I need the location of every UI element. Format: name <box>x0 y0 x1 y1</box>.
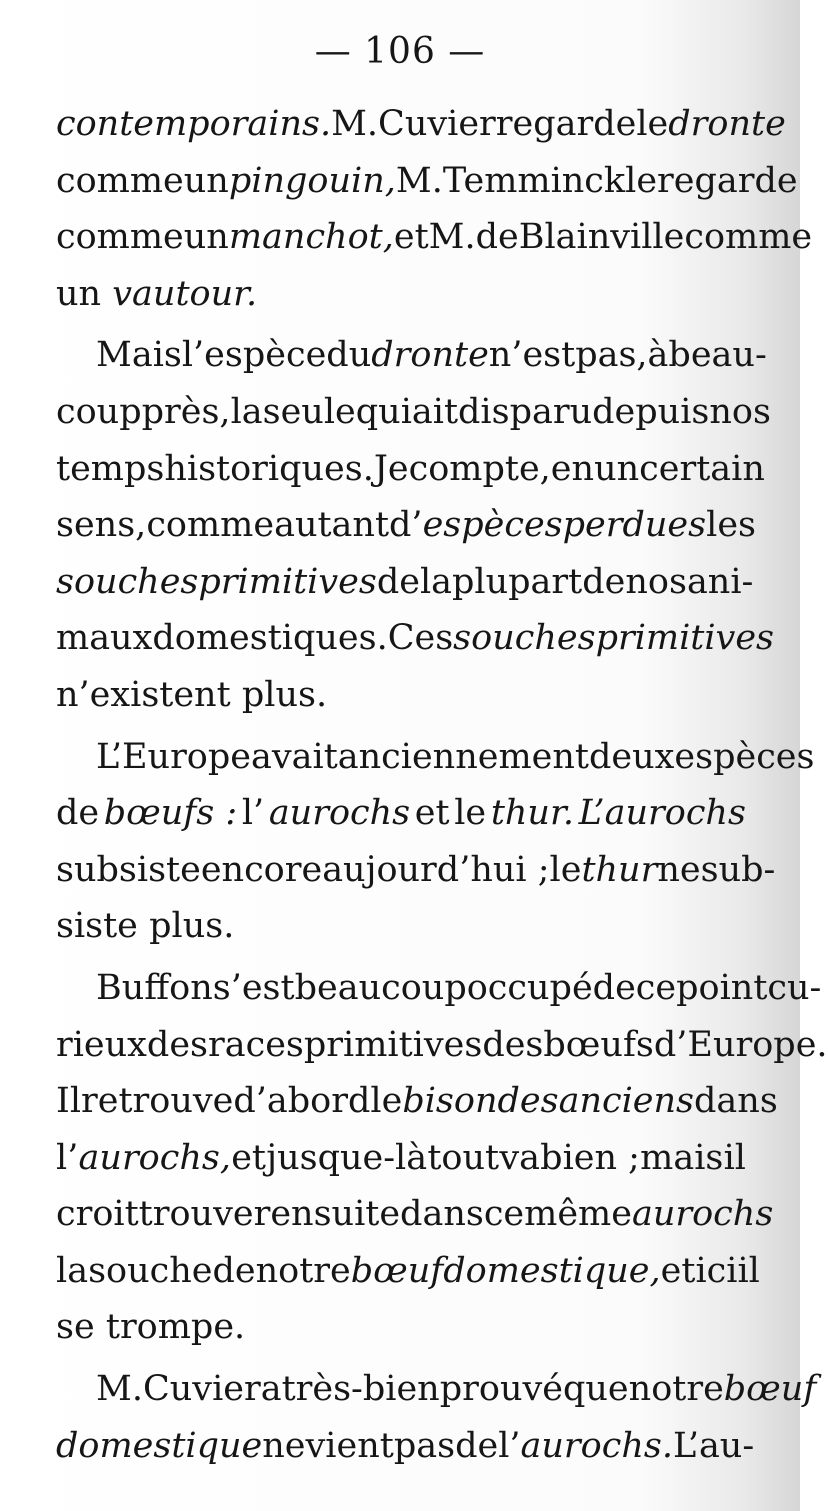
word: la <box>419 561 453 602</box>
word: Cuvier <box>378 104 496 144</box>
word: l’espèce <box>181 335 327 376</box>
word: thur. <box>490 793 574 834</box>
word: contemporains. <box>56 104 332 144</box>
text-line <box>56 1299 746 1356</box>
text-line <box>56 554 754 611</box>
text-line <box>56 1418 755 1475</box>
word: très-bien <box>281 1369 440 1410</box>
word: anciens <box>558 1081 695 1122</box>
word: espèces <box>422 505 563 546</box>
word: L’Europe <box>96 736 251 777</box>
word: siste <box>56 906 138 947</box>
word: l’ <box>498 1425 521 1466</box>
word: coup <box>56 391 142 432</box>
word: compte <box>408 448 540 489</box>
word: le <box>454 793 487 834</box>
word: n’existent <box>56 674 231 715</box>
word: qui <box>355 391 412 432</box>
word: domestiques. <box>152 618 388 659</box>
text-line <box>56 384 771 441</box>
word: seule <box>262 391 356 432</box>
word: comme <box>56 217 184 258</box>
word: thur <box>581 849 658 890</box>
text-line <box>56 1130 746 1187</box>
word: rieux <box>56 1024 147 1065</box>
word: le <box>636 104 669 144</box>
word: notre <box>628 1369 724 1410</box>
word: vautour. <box>112 273 258 314</box>
word: bœuf <box>723 1369 817 1410</box>
text-line <box>56 667 746 724</box>
word: croit <box>56 1194 139 1235</box>
word: d’ <box>389 505 423 546</box>
text-line <box>56 1243 760 1300</box>
word: beau- <box>668 335 767 376</box>
word: ce <box>635 967 677 1008</box>
word: se <box>56 1307 95 1348</box>
word: tout <box>427 1137 500 1178</box>
word: de <box>56 793 100 834</box>
word: Il <box>56 1081 82 1122</box>
word: dronte <box>371 335 489 376</box>
word: de <box>592 967 636 1008</box>
word: , <box>539 448 551 489</box>
page-number: — 106 — <box>314 31 486 72</box>
text-line <box>56 209 813 266</box>
word: pas, <box>575 335 648 376</box>
word: l’ <box>241 793 265 834</box>
word: Blainville <box>518 217 685 258</box>
word: a <box>260 1369 282 1410</box>
word: un <box>183 217 229 258</box>
word: plupart <box>452 561 583 602</box>
word: primitives <box>198 561 377 602</box>
word: ici <box>695 1250 738 1291</box>
word: jusque-là <box>266 1137 428 1178</box>
word: de <box>475 217 519 258</box>
word: aurochs <box>268 793 411 834</box>
word: avait <box>251 736 338 777</box>
word: le <box>549 849 582 890</box>
word: pas <box>393 1425 456 1466</box>
text-line <box>56 729 815 786</box>
word: et <box>231 1137 266 1178</box>
word: dronte <box>668 104 786 144</box>
word: sens, <box>56 505 147 546</box>
word: il <box>737 1250 760 1291</box>
word: du <box>326 335 372 376</box>
word: ani- <box>686 561 754 602</box>
word: Temminck <box>442 160 626 201</box>
text-line <box>56 785 746 842</box>
word: d’abord <box>233 1081 371 1122</box>
word: ce <box>483 1194 525 1235</box>
word: M. <box>96 1369 143 1410</box>
word: aurochs, <box>78 1137 231 1178</box>
word: nos <box>709 391 771 432</box>
word: Je <box>373 448 409 489</box>
word: certain <box>639 448 765 489</box>
word: aurochs <box>631 1194 774 1235</box>
word: un <box>56 273 102 314</box>
word: L’aurochs <box>578 793 746 834</box>
word: depuis <box>592 391 710 432</box>
word: occupé <box>466 967 593 1008</box>
word: races <box>208 1024 304 1065</box>
text-line <box>56 610 774 667</box>
word: cu- <box>767 967 822 1008</box>
word: subsiste <box>56 849 201 890</box>
word: pingouin, <box>228 160 396 201</box>
word: primitives <box>595 618 774 659</box>
text-line <box>56 960 822 1017</box>
text-line <box>56 842 776 899</box>
word: souches <box>56 561 199 602</box>
word: plus. <box>149 906 235 947</box>
word: souches <box>453 618 596 659</box>
word: trompe. <box>105 1307 246 1348</box>
word: point <box>676 967 768 1008</box>
word: en <box>550 448 595 489</box>
word: bison <box>402 1081 498 1122</box>
text-line <box>56 327 767 384</box>
word: historiques. <box>164 448 374 489</box>
text-line <box>56 1017 828 1074</box>
word: de <box>212 1250 256 1291</box>
word: encore <box>200 849 323 890</box>
word: trouver <box>138 1194 271 1235</box>
text-line <box>56 96 786 153</box>
word: plus. <box>241 674 328 715</box>
word: Ces <box>387 618 454 659</box>
word: des <box>146 1024 209 1065</box>
word: comme <box>56 160 184 201</box>
word: mais <box>640 1137 724 1178</box>
word: ne <box>657 849 701 890</box>
word: de <box>376 561 420 602</box>
text-line <box>56 441 765 498</box>
word: que <box>562 1369 629 1410</box>
word: vient <box>305 1425 394 1466</box>
word: le <box>625 160 658 201</box>
word: regarde <box>657 160 798 201</box>
word: la <box>56 1250 89 1291</box>
word: il <box>723 1137 746 1178</box>
word: comme <box>684 217 813 258</box>
word: retrouve <box>81 1081 234 1122</box>
word: ait <box>411 391 459 432</box>
word: nos <box>625 561 687 602</box>
word: près, <box>141 391 231 432</box>
word: un <box>183 160 229 201</box>
word: perdues <box>562 505 707 546</box>
text-line <box>56 153 798 210</box>
word: et <box>660 1250 696 1291</box>
word: domestique <box>56 1425 263 1466</box>
word: comme <box>146 505 275 546</box>
word: des <box>497 1081 559 1122</box>
word: Mais <box>96 335 182 376</box>
word: souche <box>88 1250 213 1291</box>
word: bœuf <box>350 1250 444 1291</box>
word: aujourd’hui ; <box>322 849 550 890</box>
word: primitives <box>303 1024 483 1065</box>
body-text <box>56 96 828 1474</box>
word: de <box>455 1425 499 1466</box>
word: manchot, <box>228 217 394 258</box>
word: l’ <box>56 1137 79 1178</box>
word: ensuite <box>270 1194 401 1235</box>
word: aurochs. <box>520 1425 673 1466</box>
word: regarde <box>495 104 637 144</box>
word: et <box>414 793 450 834</box>
word: à <box>647 335 669 376</box>
word: ne <box>262 1425 306 1466</box>
word: un <box>594 448 640 489</box>
word: s’est <box>212 967 295 1008</box>
word: domestique, <box>443 1250 661 1291</box>
word: M. <box>428 217 476 258</box>
word: Buffon <box>96 967 213 1008</box>
word: notre <box>255 1250 351 1291</box>
word: la <box>230 391 263 432</box>
word: dans <box>400 1194 484 1235</box>
word: n’est <box>488 335 576 376</box>
text-line <box>56 1361 817 1418</box>
word: autant <box>274 505 390 546</box>
word: espèces <box>674 736 815 777</box>
word: beaucoup <box>294 967 467 1008</box>
text-line <box>56 266 746 323</box>
word: M. <box>331 104 379 144</box>
word: temps <box>56 448 165 489</box>
word: L’au- <box>672 1425 755 1466</box>
text-line <box>56 898 746 955</box>
word: de <box>582 561 626 602</box>
text-line <box>56 497 756 554</box>
word: maux <box>56 618 153 659</box>
word: bœufs : <box>103 793 238 834</box>
word: va <box>499 1137 540 1178</box>
word: les <box>706 505 756 546</box>
word: bœufs <box>543 1024 654 1065</box>
text-line <box>56 1073 778 1130</box>
word: et <box>393 217 429 258</box>
word: d’Europe. <box>653 1024 828 1065</box>
word: deux <box>589 736 675 777</box>
word: Cuvier <box>142 1369 261 1410</box>
word: bien ; <box>540 1137 640 1178</box>
word: même <box>524 1194 632 1235</box>
word: M. <box>395 160 443 201</box>
word: prouvé <box>439 1369 563 1410</box>
word: anciennement <box>337 736 589 777</box>
word: le <box>370 1081 403 1122</box>
text-line <box>56 1186 774 1243</box>
word: des <box>482 1024 544 1065</box>
word: sub- <box>700 849 776 890</box>
word: disparu <box>458 391 593 432</box>
word: dans <box>694 1081 778 1122</box>
